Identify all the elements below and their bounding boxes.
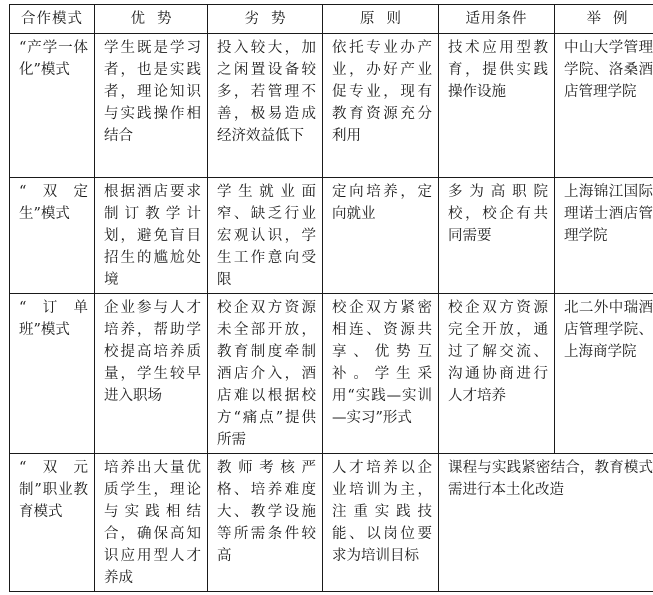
cell-mode: “双定生”模式 <box>10 178 95 294</box>
cell-condition: 校企双方资源完全开放，通过了解交流、沟通协商进行人才培养 <box>439 294 555 454</box>
cell-mode: “产学一体化”模式 <box>10 34 95 178</box>
header-condition: 适用条件 <box>439 5 555 34</box>
cell-disadvantage: 学生就业面窄、缺乏行业宏观认识，学生工作意向受限 <box>208 178 323 294</box>
cell-mode: “双元制”职业教育模式 <box>10 454 95 592</box>
cell-example: 上海锦江国际理诺士酒店管理学院 <box>555 178 653 294</box>
cell-advantage: 企业参与人才培养，帮助学校提高培养质量，学生较早进入职场 <box>95 294 208 454</box>
cell-disadvantage: 投入较大，加之闲置设备较多，若管理不善，极易造成经济效益低下 <box>208 34 323 178</box>
cell-advantage: 培养出大量优质学生，理论与实践相结合，确保高知识应用型人才养成 <box>95 454 208 592</box>
cell-principle: 人才培养以企业培训为主，注重实践技能、以岗位要求为培训目标 <box>323 454 439 592</box>
header-row <box>10 5 653 34</box>
cell-condition-example-merged: 课程与实践紧密结合，教育模式需进行本土化改造 <box>439 454 653 592</box>
header-principle: 原则 <box>323 5 439 34</box>
header-advantage: 优势 <box>95 5 208 34</box>
table-row <box>10 454 653 592</box>
header-example: 举例 <box>555 5 653 34</box>
cell-example: 中山大学管理学院、洛桑酒店管理学院 <box>555 34 653 178</box>
cell-advantage: 根据酒店要求制订教学计划，避免盲目招生的尴尬处境 <box>95 178 208 294</box>
header-mode: 合作模式 <box>10 5 95 34</box>
table-row <box>10 294 653 454</box>
table-row <box>10 34 653 178</box>
cell-disadvantage: 校企双方资源未全部开放，教育制度牵制酒店介入，酒店难以根据校方“痛点”提供所需 <box>208 294 323 454</box>
table-row <box>10 178 653 294</box>
cell-principle: 校企双方紧密相连、资源共享、优势互补。学生采用“实践—实训—实习”形式 <box>323 294 439 454</box>
cell-condition: 多为高职院校，校企有共同需要 <box>439 178 555 294</box>
cell-example: 北二外中瑞酒店管理学院、上海商学院 <box>555 294 653 454</box>
header-disadvantage: 劣势 <box>208 5 323 34</box>
cell-advantage: 学生既是学习者，也是实践者，理论知识与实践操作相结合 <box>95 34 208 178</box>
cell-condition: 技术应用型教育，提供实践操作设施 <box>439 34 555 178</box>
cell-mode: “订单班”模式 <box>10 294 95 454</box>
cell-principle: 定向培养，定向就业 <box>323 178 439 294</box>
cooperation-mode-table <box>9 4 653 592</box>
cell-principle: 依托专业办产业，办好产业促专业，现有教育资源充分利用 <box>323 34 439 178</box>
cell-disadvantage: 教师考核严格、培养难度大、教学设施等所需条件较高 <box>208 454 323 592</box>
